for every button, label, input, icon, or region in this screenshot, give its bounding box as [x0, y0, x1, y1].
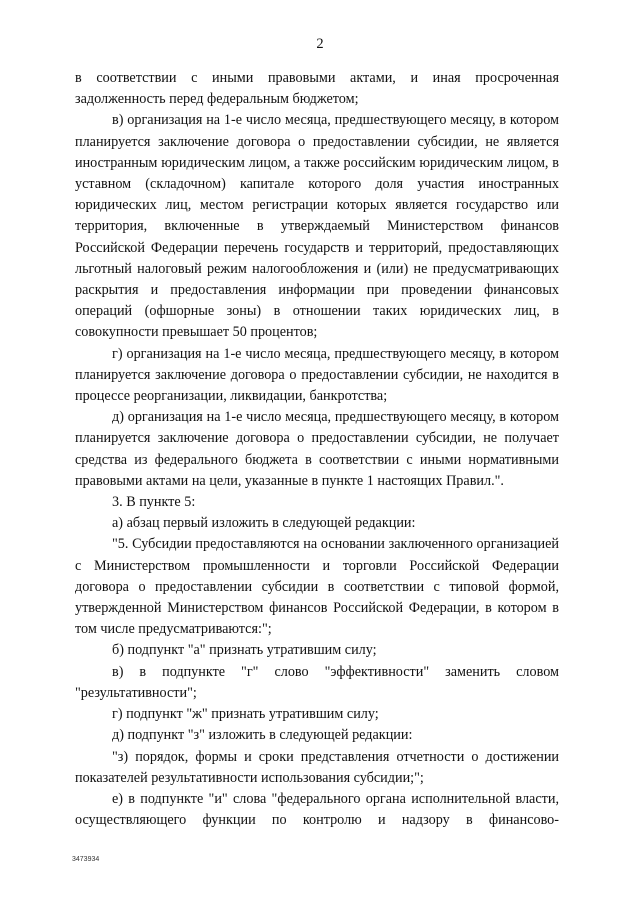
- paragraph-sub-a: а) абзац первый изложить в следующей редакции:: [112, 515, 416, 532]
- document-code: 3473934: [72, 856, 100, 863]
- document-body: [75, 68, 559, 831]
- paragraph-point-3: 3. В пункте 5:: [112, 494, 196, 511]
- paragraph-sub-e: е) в подпункте "и" слова "федерального органа исполнительной власти, осуществляющего функции по контролю и надзору в финансово-: [75, 790, 559, 829]
- paragraph-item-v: в) организация на 1-е число месяца, предшествующего месяцу, в котором планируется заключение договора о предоставлении субсидии, не является иностранным юридическим лицом, а также российским юридическим лицом, в уставном (складочном) капитале которого доля участия иностранных юридических лиц, местом регистрации которых является государство или территория, включенные в утверждаемый Министерством финансов Российской Федерации перечень государств и территорий, предоставляющих льготный налоговый режим налогообложения и (или) не предусматривающих раскрытия и предоставления информации при проведении финансовых операций (офшорные зоны) в отношении таких юридических лиц, в совокупности превышает 50 процентов;: [75, 112, 559, 341]
- paragraph-continuation: в соответствии с иными правовыми актами, и иная просроченная задолженность перед федеральным бюджетом;: [75, 70, 559, 108]
- paragraph-sub-v: в) в подпункте "г" слово "эффективности" заменить словом "результативности";: [75, 663, 559, 701]
- paragraph-item-d: д) организация на 1-е число месяца, предшествующего месяцу, в котором планируется заключение договора о предоставлении субсидии, не получает средства из федерального бюджета в соответствии с иными нормативными правовыми актами на цели, указанные в пункте 1 настоящих Правил.".: [75, 409, 559, 489]
- paragraph-sub-g: г) подпункт "ж" признать утратившим силу;: [112, 706, 379, 723]
- paragraph-sub-b: б) подпункт "а" признать утратившим силу;: [112, 642, 377, 659]
- paragraph-item-g: г) организация на 1-е число месяца, предшествующего месяцу, в котором планируется заключение договора о предоставлении субсидии, не находится в процессе реорганизации, ликвидации, банкротства;: [75, 345, 559, 405]
- paragraph-quote-5: "5. Субсидии предоставляются на основании заключенного организацией с Министерством промышленности и торговли Российской Федерации договора о предоставлении субсидии в соответствии с типовой формой, утвержденной Министерством финансов Российской Федерации, в котором в том числе предусматриваются:";: [75, 536, 559, 638]
- paragraph-quote-z: "з) порядок, формы и сроки представления отчетности о достижении показателей результативности использования субсидии;";: [75, 748, 559, 786]
- paragraph-sub-d: д) подпункт "з" изложить в следующей редакции:: [112, 727, 413, 744]
- page-number: 2: [316, 36, 324, 52]
